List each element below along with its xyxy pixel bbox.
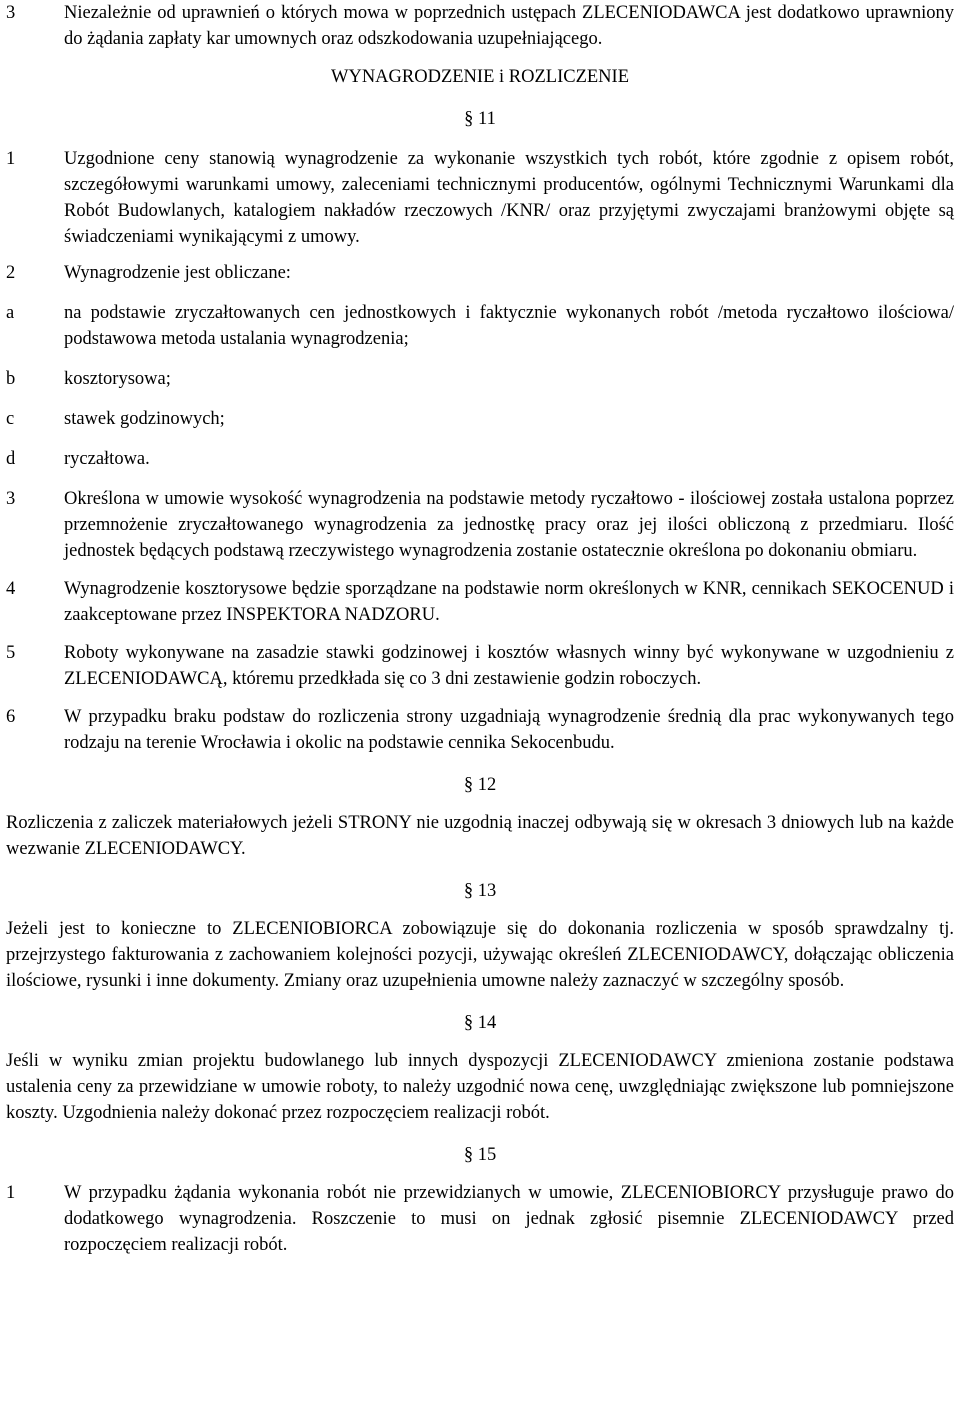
subitem-text: na podstawie zryczałtowanych cen jednostkowych i faktycznie wykonanych robót /metoda ryczałtowo ilościowa/ podstawowa metoda ustalania wynagrodzenia; (64, 303, 954, 349)
item-number: 6 (6, 707, 16, 727)
section-12-text: Rozliczenia z zaliczek materiałowych jeżeli STRONY nie uzgodnią inaczej odbywają się w okresach 3 dniowych lub na każde wezwanie ZLECENIODAWCY. (6, 813, 954, 859)
subitem-letter: d (6, 449, 16, 469)
subitem-letter: c (6, 409, 15, 429)
section-11-item-4 (6, 576, 954, 628)
section-15-title: § 15 (463, 1145, 497, 1165)
section-11-subitem-c (6, 406, 954, 432)
subitem-text: kosztorysowa; (64, 369, 171, 389)
chapter-heading: WYNAGRODZENIE i ROZLICZENIE (331, 67, 629, 87)
item-text: Roboty wykonywane na zasadzie stawki godzinowej i kosztów własnych winny być wykonywane w uzgodnieniu z ZLECENIODAWCĄ, któremu przedkłada się co 3 dni zestawienie godzin roboczych. (64, 643, 954, 689)
item-text: Uzgodnione ceny stanowią wynagrodzenie za wykonanie wszystkich tych robót, które zgodnie z opisem robót, szczegółowymi warunkami umowy, zaleceniami technicznymi producentów, ogólnymi Technicznymi Warunkami dla Robót Budowlanych, katalogiem nakładów rzeczowych /KNR/ oraz przyjętymi zwyczajami branżowymi objęte są świadczeniami wynikającymi z umowy. (64, 149, 954, 247)
item-text: W przypadku braku podstaw do rozliczenia strony uzgadniają wynagrodzenie średnią dla prac wykonywanych tego rodzaju na terenie Wrocławia i okolic na podstawie cennika Sekocenbudu. (64, 707, 954, 753)
section-11-item-6 (6, 704, 954, 756)
item-number: 3 (6, 489, 16, 509)
section-11-subitem-d (6, 446, 954, 472)
item-text: Wynagrodzenie jest obliczane: (64, 263, 291, 283)
section-13-text: Jeżeli jest to konieczne to ZLECENIOBIORCA zobowiązuje się do dokonania rozliczenia w sposób sprawdzalny tj. przejrzystego fakturowania z zachowaniem kolejności pozycji, używając określeń ZLECENIODAWCY, dołączając obliczenia ilościowe, rysunki i inne dokumenty. Zmiany oraz uzupełnienia umowne należy zaznaczyć w szczególny sposób. (6, 919, 954, 991)
section-11-title: § 11 (464, 109, 496, 129)
item-number: 2 (6, 263, 16, 283)
item-number: 5 (6, 643, 16, 663)
section-11-subitem-a (6, 300, 954, 352)
item-text: Określona w umowie wysokość wynagrodzenia na podstawie metody ryczałtowo - ilościowej została ustalona poprzez przemnożenie zryczałtowanego wynagrodzenia za jednostkę pracy oraz jej ilości obliczoną z przedmiaru. Ilość jednostek będących podstawą rzeczywistego wynagrodzenia zostanie ostatecznie określona po dokonaniu obmiaru. (64, 489, 954, 561)
item-number: 1 (6, 1183, 16, 1203)
item-text: W przypadku żądania wykonania robót nie przewidzianych w umowie, ZLECENIOBIORCY przysługuje prawo do dodatkowego wynagrodzenia. Roszczenie to musi on jednak zgłosić pisemnie ZLECENIODAWCY przed rozpoczęciem realizacji robót. (64, 1183, 954, 1255)
item-number: 1 (6, 149, 16, 169)
section-14-text: Jeśli w wyniku zmian projektu budowlanego lub innych dyspozycji ZLECENIODAWCY zmieniona zostanie podstawa ustalenia ceny za przewidziane w umowie roboty, to należy uzgodnić nowa cenę, uwzględniając zwiększone lub pomniejszone koszty. Uzgodnienia należy dokonać przez rozpoczęciem realizacji robót. (6, 1051, 954, 1123)
subitem-text: ryczałtowa. (64, 449, 150, 469)
subitem-letter: a (6, 303, 15, 323)
item-text: Niezależnie od uprawnień o których mowa w poprzednich ustępach ZLECENIODAWCA jest dodatkowo uprawniony do żądania zapłaty kar umownych oraz odszkodowania uzupełniającego. (64, 3, 954, 49)
subitem-letter: b (6, 369, 16, 389)
section-11-item-1 (6, 146, 954, 250)
section-11-item-2 (6, 260, 954, 286)
list-item-prev-3 (6, 0, 954, 52)
section-14-title: § 14 (463, 1013, 497, 1033)
item-number: 4 (6, 579, 16, 599)
section-11-item-3 (6, 486, 954, 564)
section-12-title: § 12 (463, 775, 497, 795)
section-15-item-1 (6, 1180, 954, 1258)
item-number: 3 (6, 3, 16, 23)
item-text: Wynagrodzenie kosztorysowe będzie sporządzane na podstawie norm określonych w KNR, cennikach SEKOCENUD i zaakceptowane przez INSPEKTORA NADZORU. (64, 579, 954, 625)
section-11-subitem-b (6, 366, 954, 392)
subitem-text: stawek godzinowych; (64, 409, 225, 429)
section-13-title: § 13 (463, 881, 497, 901)
section-11-item-5 (6, 640, 954, 692)
